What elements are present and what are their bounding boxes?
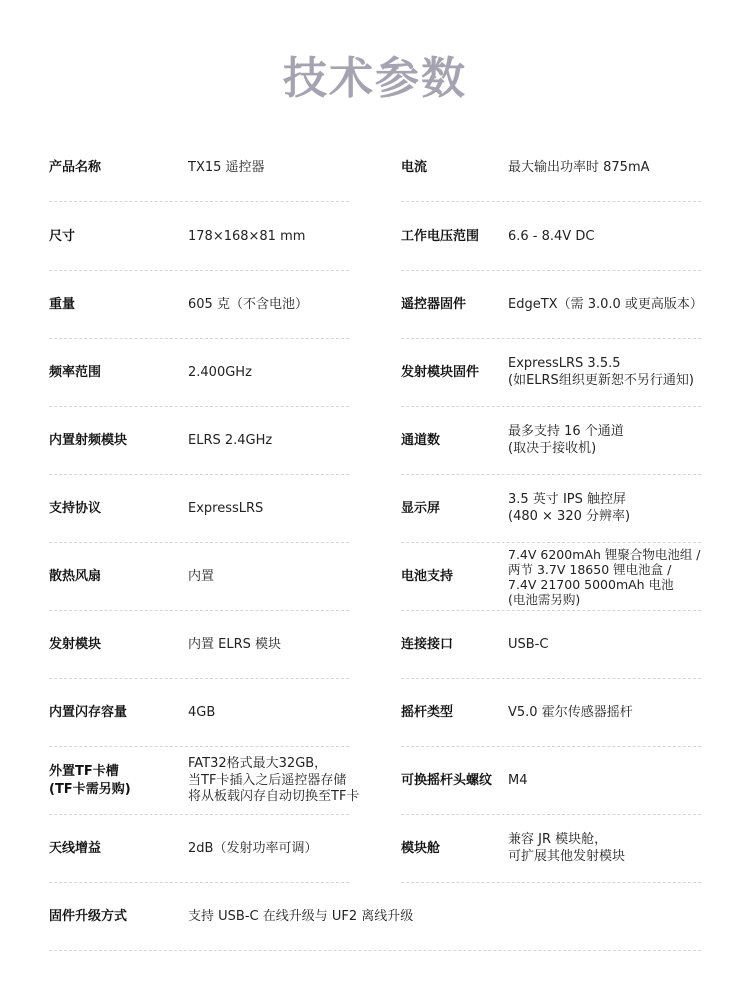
spec-label: 固件升级方式 [49,909,128,925]
spec-label: 支持协议 [49,501,102,517]
spec-cell-voltage-range [401,203,701,271]
spec-cell-flash-storage [49,679,349,747]
spec-cell-firmware-upgrade [49,883,701,951]
spec-cell-rf-module [49,407,349,475]
spec-cell-battery-support [401,543,701,611]
spec-value: ELRS 2.4GHz [188,432,273,448]
spec-label: 发射模块固件 [401,365,480,381]
spec-cell-gimbal-type [401,679,701,747]
spec-label: 电池支持 [401,569,454,585]
spec-value: M4 [508,772,528,788]
spec-label: 摇杆类型 [401,705,454,721]
spec-label: 天线增益 [49,841,102,857]
spec-label: 显示屏 [401,501,441,517]
spec-value: 7.4V 6200mAh 锂聚合物电池组 / 两节 3.7V 18650 锂电池盒 / 7.4V 21700 5000mAh 电池 (电池需另购) [508,546,701,608]
page-title: 技术参数 [283,53,467,104]
spec-label: 频率范围 [49,365,102,381]
spec-cell-product-name [49,134,349,202]
spec-value: 内置 ELRS 模块 [188,636,282,652]
spec-value: TX15 遥控器 [188,159,265,175]
spec-label: 发射模块 [49,637,102,653]
spec-value: 兼容 JR 模块舱， 可扩展其他发射模块 [508,832,626,864]
spec-label: 模块舱 [401,841,441,857]
spec-cell-current [401,134,701,202]
spec-cell-weight [49,271,349,339]
spec-cell-tx-module [49,611,349,679]
spec-value: 3.5 英寸 IPS 触控屏 (480 × 320 分辨率) [508,492,631,524]
spec-label: 内置闪存容量 [49,705,128,721]
spec-value: 2dB（发射功率可调） [188,840,318,856]
spec-cell-module-bay [401,815,701,883]
spec-value: USB-C [508,636,549,652]
spec-cell-radio-firmware [401,271,701,339]
spec-value: 最多支持 16 个通道 (取决于接收机) [508,424,624,456]
spec-cell-stick-thread [401,747,701,815]
spec-label: 散热风扇 [49,569,102,585]
spec-value: FAT32格式最大32GB， 当TF卡插入之后遥控器存储 将从板载闪存自动切换至TF卡 [188,755,360,805]
spec-value: 4GB [188,704,216,720]
spec-label: 可换摇杆头螺纹 [401,773,493,789]
spec-label: 产品名称 [49,160,102,176]
spec-label: 内置射频模块 [49,433,128,449]
spec-cell-connector [401,611,701,679]
spec-value: ExpressLRS [188,500,264,516]
spec-cell-antenna-gain [49,815,349,883]
spec-label: 电流 [401,160,428,176]
spec-label: 工作电压范围 [401,229,480,245]
spec-value: 605 克（不含电池） [188,296,308,312]
spec-value: ExpressLRS 3.5.5 (如ELRS组织更新恕不另行通知) [508,356,694,388]
spec-value: 最大输出功率时 875mA [508,159,650,175]
spec-cell-display [401,475,701,543]
spec-cell-cooling-fan [49,543,349,611]
spec-label: 连接接口 [401,637,454,653]
spec-cell-frequency-range [49,339,349,407]
spec-label: 外置TF卡槽 (TF卡需另购) [49,764,131,797]
spec-value: 内置 [188,568,215,584]
spec-value: V5.0 霍尔传感器摇杆 [508,704,633,720]
spec-value: 支持 USB-C 在线升级与 UF2 离线升级 [188,908,414,924]
spec-value: EdgeTX（需 3.0.0 或更高版本） [508,296,703,312]
spec-cell-tf-slot [49,747,360,815]
spec-label: 尺寸 [49,229,76,245]
spec-cell-protocol [49,475,349,543]
spec-value: 178×168×81 mm [188,228,306,244]
spec-label: 通道数 [401,433,441,449]
spec-label: 遥控器固件 [401,297,467,313]
spec-value: 6.6 - 8.4V DC [508,228,595,244]
spec-value: 2.400GHz [188,364,252,380]
spec-label: 重量 [49,297,76,313]
spec-cell-dimensions [49,203,349,271]
spec-cell-channels [401,407,701,475]
spec-cell-module-firmware [401,339,701,407]
